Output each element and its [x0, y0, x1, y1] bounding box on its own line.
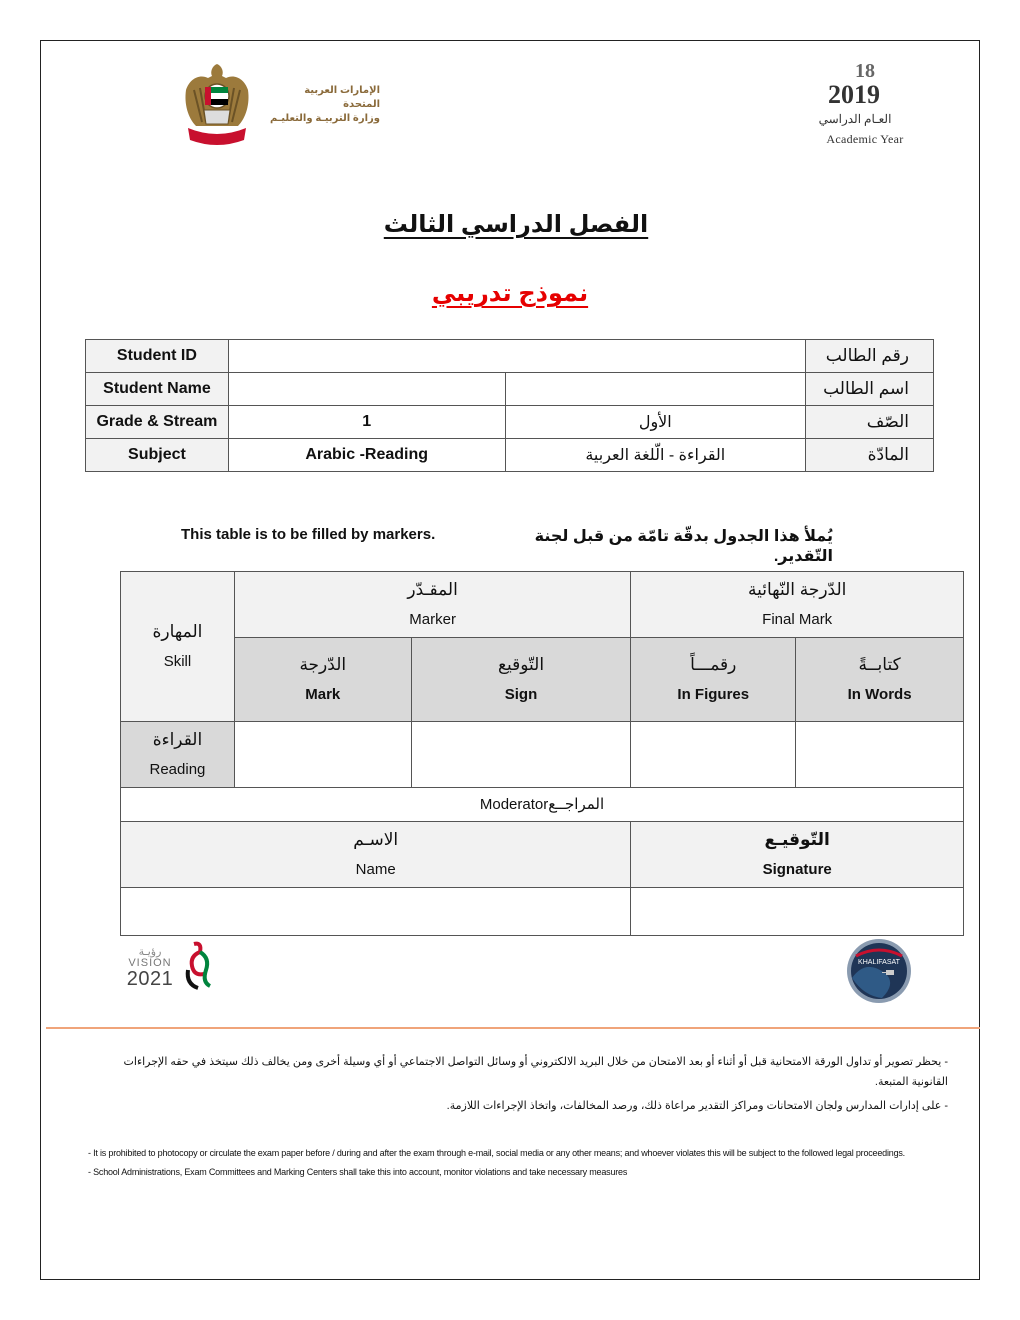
grade-row: [86, 406, 934, 439]
reading-skill-label: [121, 722, 235, 788]
term-title-text: الفصل الدراسي الثالث: [383, 211, 649, 238]
marker-header-ar: المقـدّر: [407, 579, 458, 599]
model-title: [0, 279, 1020, 308]
model-title-text: نموذج تدريبي: [431, 280, 589, 307]
moderator-name-field[interactable]: [121, 888, 631, 936]
marks-header-row-1: [121, 572, 964, 638]
vision-year-text: 2021: [126, 968, 174, 990]
student-id-label-en: Student ID: [86, 340, 229, 373]
subject-label-en: Subject: [86, 439, 229, 472]
vision-ar-text: رؤيـة: [138, 946, 162, 958]
markers-note-ar: يُملأ هذا الجدول بدقّة تامّة من قبل لجنة التّقدير.: [534, 528, 833, 565]
vision-word-text: VISION: [128, 957, 172, 969]
moderator-signature-header-en: Signature: [762, 860, 832, 878]
khalifasat-logo: [846, 938, 912, 1004]
moderator-values-row: [121, 888, 964, 936]
sign-header: [411, 638, 631, 722]
student-name-row: [86, 373, 934, 406]
arabic-note-1: - يحظر تصوير أو تداول الورقة الامتحانية قبل أو أثناء أو بعد الامتحان من خلال البريد الالكتروني أو وسائل التواصل الاجتماعي أو أي وسيلة أخرى ومن يخالف ذلك سيتخذ في حقه الإجراءات القانونية المتبعة.: [123, 1056, 948, 1088]
markers-note-en: This table is to be filled by markers.: [181, 526, 436, 543]
in-figures-field[interactable]: [631, 722, 796, 788]
in-figures-header-ar: رقمـــاً: [690, 654, 737, 674]
in-words-header-ar: كتابــةً: [858, 654, 901, 674]
ministry-line-ministry: وزارة التربيـة والتعليـم: [270, 113, 380, 124]
marks-header-row-2: [121, 638, 964, 722]
mark-header: [234, 638, 411, 722]
marks-table: [120, 571, 964, 936]
in-figures-header: [631, 638, 796, 722]
vision-2021-logo: [120, 940, 212, 996]
academic-year-label-ar: العـام الدراسي: [818, 112, 892, 126]
academic-year-label-en: Academic Year: [826, 132, 904, 146]
mark-field[interactable]: [234, 722, 411, 788]
student-id-field[interactable]: [228, 340, 805, 373]
final-mark-header-en: Final Mark: [762, 610, 833, 628]
uae-emblem-icon: [182, 60, 252, 148]
vision-emblem-icon: [180, 940, 214, 992]
student-name-field-en[interactable]: [228, 373, 505, 406]
marker-header-en: Marker: [409, 610, 456, 628]
grade-value-ar: الأول: [505, 406, 806, 439]
subject-label-ar: المادّة: [806, 439, 934, 472]
moderator-name-header-ar: الاسـم: [353, 829, 399, 849]
student-id-label-ar: رقم الطالب: [806, 340, 934, 373]
year-start: 18: [855, 60, 875, 82]
moderator-name-header: [121, 822, 631, 888]
moderator-signature-field[interactable]: [631, 888, 964, 936]
moderator-label-text: Moderatorالمراجــع: [479, 795, 605, 813]
ministry-line-country: الإمارات العربية المتحدة: [304, 85, 380, 110]
student-name-label-en: Student Name: [86, 373, 229, 406]
year-end: 2019: [828, 80, 880, 109]
moderator-row: [121, 788, 964, 822]
academic-year-block: [800, 60, 920, 148]
english-notes: [88, 1144, 908, 1182]
student-info-table: [85, 339, 934, 472]
sign-field[interactable]: [411, 722, 631, 788]
reading-row: [121, 722, 964, 788]
mark-header-en: Mark: [305, 685, 341, 703]
final-mark-header-ar: الدّرجة النّهائية: [747, 579, 847, 599]
grade-label-ar: الصّف: [806, 406, 934, 439]
footer-divider: [46, 1027, 980, 1029]
subject-value-en: Arabic -Reading: [228, 439, 505, 472]
english-note-1: - It is prohibited to photocopy or circulate the exam paper before / during and after the exam through e-mail, social media or any other means; and whoever violates this will be subject to the followed legal proceedings.: [88, 1148, 905, 1158]
grade-label-en: Grade & Stream: [86, 406, 229, 439]
grade-value-en: 1: [228, 406, 505, 439]
reading-label-en: Reading: [149, 760, 206, 778]
ministry-name: [268, 84, 380, 126]
subject-row: [86, 439, 934, 472]
sign-header-en: Sign: [504, 685, 538, 703]
svg-text:KHALIFASAT: KHALIFASAT: [858, 959, 900, 966]
in-words-header-en: In Words: [847, 685, 912, 703]
student-name-field-ar[interactable]: [505, 373, 806, 406]
english-note-2: - School Administrations, Exam Committees and Marking Centers shall take this into account, monitor violations and take necessary measures: [88, 1167, 628, 1177]
mark-header-ar: الدّرجة: [299, 654, 347, 674]
in-figures-header-en: In Figures: [677, 685, 750, 703]
subject-value-ar: القراءة - الّلغة العربية: [505, 439, 806, 472]
student-name-label-ar: اسم الطالب: [806, 373, 934, 406]
marker-header: [234, 572, 630, 638]
arabic-notes: [118, 1052, 948, 1120]
student-id-row: [86, 340, 934, 373]
arabic-note-2: - على إدارات المدارس ولجان الامتحانات ومراكز التقدير مراعاة ذلك، ورصد المخالفات، واتخاذ الإجراءات اللازمة.: [446, 1100, 948, 1112]
moderator-label: [121, 788, 964, 822]
skill-header-ar: المهارة: [152, 621, 203, 641]
skill-header: [121, 572, 235, 722]
moderator-signature-header: [631, 822, 964, 888]
moderator-name-header-en: Name: [355, 860, 396, 878]
in-words-field[interactable]: [796, 722, 964, 788]
moderator-signature-header-ar: التّوقيـع: [764, 829, 830, 849]
moderator-header-row: [121, 822, 964, 888]
reading-label-ar: القراءة: [152, 729, 203, 749]
final-mark-header: [631, 572, 964, 638]
skill-header-en: Skill: [163, 652, 192, 670]
term-title: [0, 210, 1020, 239]
sign-header-ar: التّوقيع: [497, 654, 545, 674]
in-words-header: [796, 638, 964, 722]
